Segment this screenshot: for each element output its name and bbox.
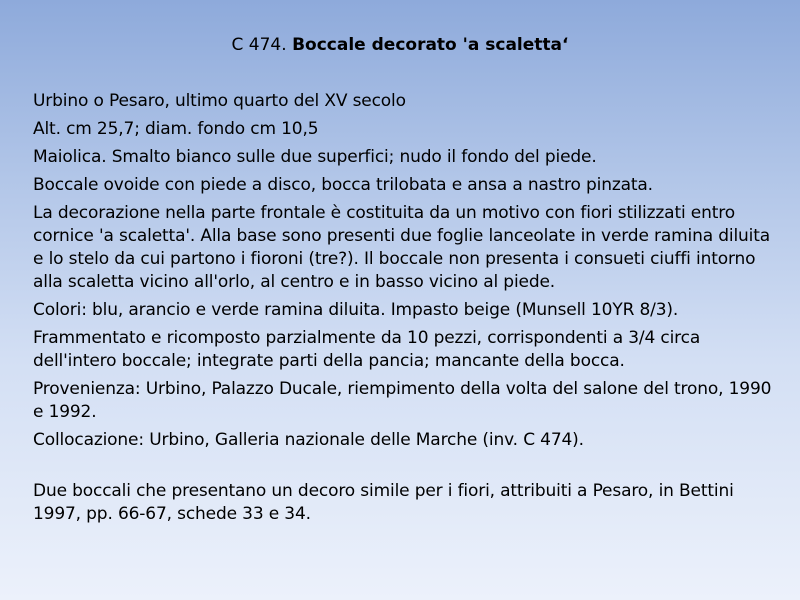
provenance: Provenienza: Urbino, Palazzo Ducale, riempimento della volta del salone del trono, 1990 e 1992. xyxy=(33,379,772,422)
description-body xyxy=(33,90,773,531)
spacer xyxy=(33,457,773,480)
dimensions: Alt. cm 25,7; diam. fondo cm 10,5 xyxy=(33,119,319,139)
material: Maiolica. Smalto bianco sulle due superfici; nudo il fondo del piede. xyxy=(33,147,597,167)
slide-title xyxy=(0,34,800,56)
location: Collocazione: Urbino, Galleria nazionale delle Marche (inv. C 474). xyxy=(33,430,584,450)
condition: Frammentato e ricomposto parzialmente da 10 pezzi, corrispondenti a 3/4 circa dell'intero boccale; integrate parti della pancia; mancante della bocca. xyxy=(33,328,701,371)
shape-description: Boccale ovoide con piede a disco, bocca trilobata e ansa a nastro pinzata. xyxy=(33,175,653,195)
object-name: Boccale decorato 'a scaletta‘ xyxy=(292,35,569,55)
comparison-note: Due boccali che presentano un decoro simile per i fiori, attribuiti a Pesaro, in Bettini 1997, pp. 66-67, schede 33 e 34. xyxy=(33,481,734,524)
decoration-description: La decorazione nella parte frontale è costituita da un motivo con fiori stilizzati entro cornice 'a scaletta'. Alla base sono presenti due foglie lanceolate in verde ramina diluita e lo stelo da cui partono i fioroni (tre?). Il boccale non presenta i consueti ciuffi intorno alla scaletta vicino all'orlo, al centro e in basso vicino al piede. xyxy=(33,203,771,292)
origin-date: Urbino o Pesaro, ultimo quarto del XV secolo xyxy=(33,91,406,111)
catalog-code: C 474. xyxy=(231,35,287,55)
colors: Colori: blu, arancio e verde ramina diluita. Impasto beige (Munsell 10YR 8/3). xyxy=(33,300,679,320)
